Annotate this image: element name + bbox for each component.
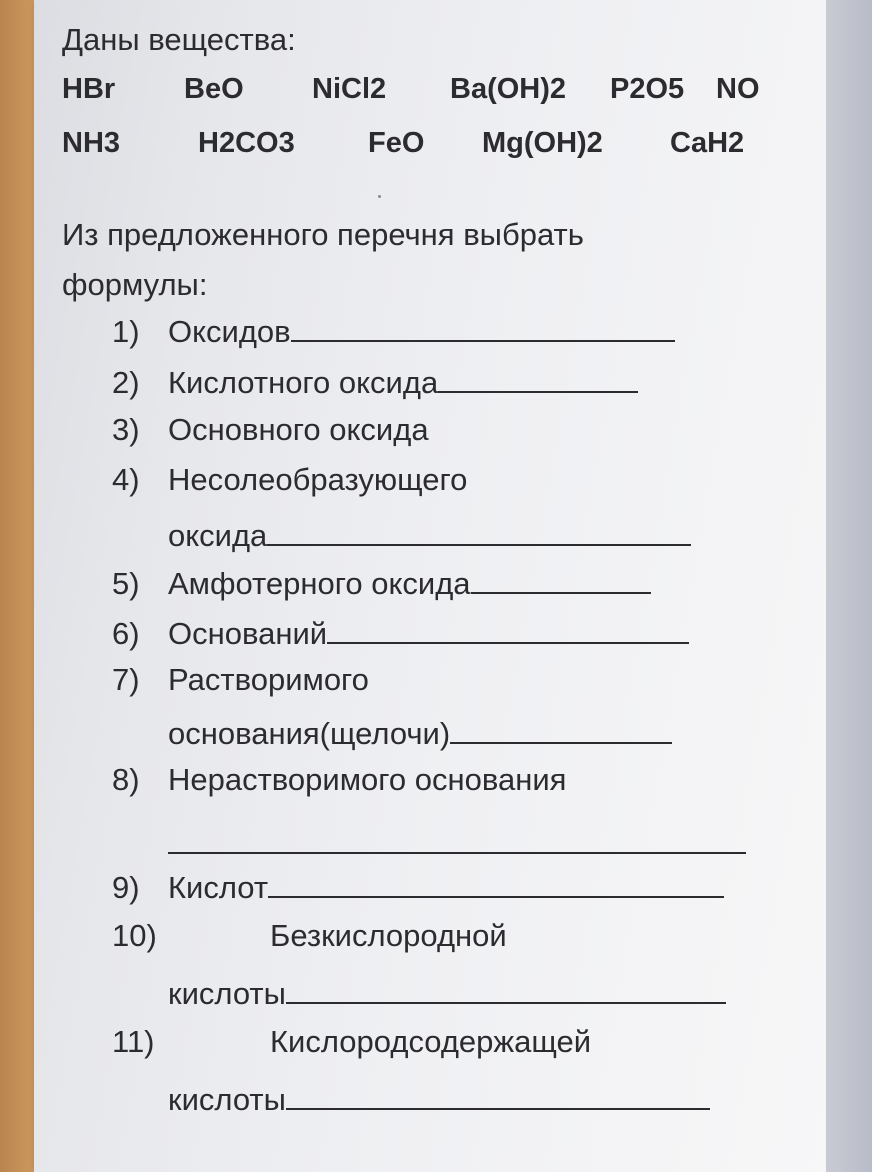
item-label: Растворимого (168, 662, 369, 697)
item-label-continued: оксида (168, 518, 268, 553)
list-item-8 (112, 762, 566, 798)
item-number: 10) (112, 918, 157, 953)
formula-mgoh2: Mg(OH)2 (482, 127, 603, 159)
paper-speck (378, 195, 381, 198)
item-label-continued: основания(щелочи) (168, 716, 451, 751)
list-item-6 (112, 612, 689, 652)
answer-line-5[interactable] (471, 562, 651, 594)
list-item-11 (112, 1024, 591, 1060)
item-number: 6) (112, 616, 140, 651)
list-item-7 (112, 662, 369, 698)
item-label: Основного оксида (168, 412, 429, 447)
formula-feo: FeO (368, 127, 425, 159)
list-item-2 (112, 361, 638, 401)
formula-row-1 (62, 62, 782, 116)
task-line-1: Из предложенного перечня выбрать (62, 217, 584, 252)
list-item-3 (112, 412, 429, 448)
item-label: Безкислородной (270, 918, 507, 953)
background-right (826, 0, 872, 1172)
answer-line-11[interactable] (286, 1078, 710, 1110)
item-label: Оснований (168, 616, 328, 651)
answer-line-2[interactable] (438, 361, 638, 393)
item-label: Оксидов (168, 314, 291, 349)
given-title: Даны вещества: (62, 22, 296, 57)
answer-line-8[interactable] (168, 822, 746, 854)
answer-line-4[interactable] (267, 514, 691, 546)
formula-nicl2: NiCl2 (312, 73, 387, 105)
answer-line-6[interactable] (327, 612, 689, 644)
item-number: 1) (112, 314, 140, 349)
list-item-4 (112, 462, 467, 498)
answer-line-10[interactable] (286, 972, 726, 1004)
answer-line-1[interactable] (291, 310, 675, 342)
item-label: Несолеобразующего (168, 462, 468, 497)
given-substances (62, 18, 782, 170)
item-number: 4) (112, 462, 140, 497)
list-item-7-continued (168, 712, 672, 752)
list-item-10 (112, 918, 507, 954)
item-label: Кислот (168, 870, 269, 905)
formula-hbr: HBr (62, 73, 116, 105)
item-label: Амфотерного оксида (168, 566, 471, 601)
formula-row-2 (62, 116, 782, 170)
answer-line-9[interactable] (268, 866, 724, 898)
list-item-10-continued (168, 972, 726, 1012)
formula-nh3: NH3 (62, 127, 121, 159)
answer-line-7[interactable] (450, 712, 672, 744)
item-number: 3) (112, 412, 140, 447)
item-number: 8) (112, 762, 140, 797)
list-item-8-continued (168, 822, 746, 862)
list-item-4-continued (168, 514, 691, 554)
list-item-11-continued (168, 1078, 710, 1118)
formula-p2o5: P2O5 (610, 73, 685, 105)
formula-no: NO (716, 73, 760, 105)
item-label-continued: кислоты (168, 1082, 286, 1117)
formula-beo: BeO (184, 73, 244, 105)
item-number: 2) (112, 365, 140, 400)
item-number: 9) (112, 870, 140, 905)
item-number: 5) (112, 566, 140, 601)
item-label: Кислотного оксида (168, 365, 439, 400)
item-number: 11) (112, 1024, 155, 1059)
task-instruction (62, 210, 762, 310)
list-item-9 (112, 866, 724, 906)
item-label-continued: кислоты (168, 976, 286, 1011)
formula-baoh2: Ba(OH)2 (450, 73, 567, 105)
list-item-1 (112, 310, 675, 350)
formula-h2co3: H2CO3 (198, 127, 295, 159)
item-label: Кислородсодержащей (270, 1024, 592, 1059)
formula-cah2: CaH2 (670, 127, 745, 159)
list-item-5 (112, 562, 651, 602)
task-line-2: формулы: (62, 267, 208, 302)
item-label: Нерастворимого основания (168, 762, 567, 797)
item-number: 7) (112, 662, 140, 697)
